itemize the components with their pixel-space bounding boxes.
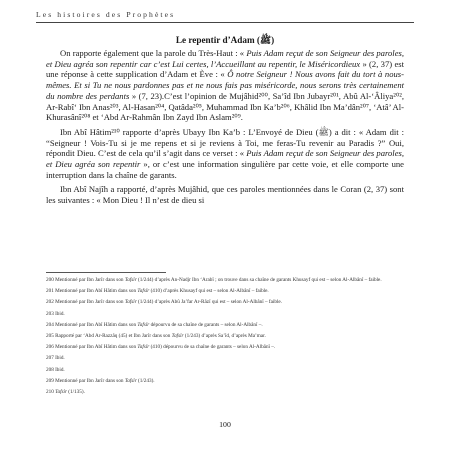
text-run: 209 Mentionné par Ibn Jarîr dans son bbox=[46, 377, 125, 384]
text-run: 210 bbox=[46, 389, 56, 396]
text-run: 204 Mentionné par Ibn Abî Hâtim dans son bbox=[46, 321, 138, 328]
italic-text: Puis Adam reçut de son Seigneur des paroles, et Dieu agréa son repentir car c’est Lui certes, l’Accueillant au repentir, le Miséricordieux bbox=[46, 48, 404, 69]
section-title: Le repentir d’Adam (ﷺ) bbox=[175, 35, 275, 45]
text-run: On rapporte également que la parole du Très-Haut : « bbox=[60, 48, 247, 58]
footnotes bbox=[46, 277, 404, 400]
text-run: (1/135). bbox=[67, 389, 85, 396]
footnote bbox=[46, 322, 404, 329]
text-run: Ibn Abî Hâtim²¹⁰ rapporte d’après Ubayy Ibn Ka’b : L’Envoyé de Dieu (ﷺ) a dit : « Adam dit : “Seigneur ! Vois-Tu si je me repens et si je reviens à Toi, me feras-Tu revenir au Paradis ?” Oui, répondit Dieu. C’est de cela qu’il s’agit dans ce verset : « bbox=[46, 126, 404, 159]
italic-text: Tafsîr bbox=[55, 389, 67, 396]
text-run: (410) dépourvu de sa chaîne de garants – selon Al-Albânî –. bbox=[149, 344, 276, 351]
text-run: », or c’est une information singulière par cette voie, et elle comporte une interruption dans la chaîne de garants. bbox=[46, 159, 405, 180]
text-run: (1/243) d’après Sa’îd, d’après Ma’mar. bbox=[183, 333, 266, 340]
italic-text: Puis Adam reçut de son Seigneur des paroles, et Dieu agréa son repentir bbox=[46, 148, 405, 170]
italic-text: Tafsîr bbox=[124, 377, 137, 384]
footnote bbox=[46, 288, 404, 295]
italic-text: Tafsîr bbox=[124, 277, 137, 283]
text-run: 201 Mentionné par Ibn Abî Hâtim dans son bbox=[46, 288, 138, 295]
footnote bbox=[46, 389, 404, 396]
italic-text: Tafsîr bbox=[137, 288, 150, 295]
header-rule bbox=[36, 22, 414, 23]
footnote bbox=[46, 299, 404, 306]
text-run: » (7, 23).C’est l’opinion de Mujâhid²⁰⁰, Sa’îd Ibn Jubayr²⁰¹, Abû Al-‘Âliya²⁰², Ar-Rabî‘ Ibn Anas²⁰³, Al-Hasan²⁰⁴, Qatâda²⁰⁵, Muhammad Ibn Ka’b²⁰⁶, Khâlid Ibn Ma’dân²⁰⁷, ‘Atâ’ Al-Khurasânî²⁰⁸ et ‘Abd Ar-Rahmân Ibn Zayd Ibn Aslam²⁰⁹. bbox=[46, 90, 404, 123]
body-paragraph bbox=[46, 184, 404, 205]
italic-text: Tafsîr bbox=[171, 333, 184, 340]
italic-text: Tafsîr bbox=[137, 344, 150, 351]
footnote bbox=[46, 355, 404, 362]
text-run: (1/243). bbox=[136, 377, 155, 384]
text-run: » (2, 37) est une réponse à cette supplication d’Adam et Ève : « bbox=[46, 58, 404, 80]
footnote bbox=[46, 367, 404, 374]
footnote bbox=[46, 378, 404, 385]
footnote bbox=[46, 333, 404, 340]
text-run: 206 Mentionné par Ibn Abî Hâtim dans son bbox=[46, 344, 138, 351]
body-paragraph bbox=[46, 48, 404, 123]
footnote-rule bbox=[46, 272, 166, 273]
footnote bbox=[46, 311, 404, 318]
text-run: 202 Mentionné par Ibn Jarîr dans son bbox=[46, 299, 125, 306]
italic-text: Ô notre Seigneur ! Nous avons fait du tort à nous-mêmes. Et si Tu ne nous pardonnes pas et ne nous fais pas miséricorde, nous serons très certainement du nombre des perdants bbox=[46, 69, 404, 101]
text-run: 205 Rapporté par ‘Abd Ar-Razzâq (45) et Ibn Jarîr dans son bbox=[46, 333, 172, 340]
footnote bbox=[46, 277, 404, 284]
main-text bbox=[46, 48, 404, 210]
page-number: 100 bbox=[219, 420, 231, 429]
italic-text: Tafsîr bbox=[124, 299, 137, 306]
text-run: 207 Ibid. bbox=[46, 355, 65, 362]
text-run: (1/244) d’après Abû Ja’far Ar-Râzî qui est – selon Al-Albânî – faible. bbox=[136, 299, 282, 306]
text-run: dépourvu de sa chaîne de garants – selon Al-Albânî –. bbox=[149, 321, 263, 328]
footnote bbox=[46, 344, 404, 351]
text-run: 203 Ibid. bbox=[46, 310, 65, 317]
text-run: 208 Ibid. bbox=[46, 366, 65, 373]
text-run: 200 Mentionné par Ibn Jarîr dans son bbox=[46, 277, 125, 283]
body-paragraph bbox=[46, 127, 404, 181]
text-run: (1/244) d’après An-Nadjr Ibn ‘Arabî ; on trouve dans sa chaîne de garants Khusayf qui est – selon Al-Albânî – faible. bbox=[136, 277, 382, 283]
italic-text: Tafsîr bbox=[137, 321, 150, 328]
running-head: Les histoires des Prophètes bbox=[36, 10, 176, 19]
text-run: (410) d’après Khusayf qui est – selon Al-Albânî – faible. bbox=[149, 288, 269, 295]
text-run: Ibn Abî Najîh a rapporté, d’après Mujâhid, que ces paroles mentionnées dans le Coran (2, 37) sont les suivantes : « Mon Dieu ! Il n’est de dieu si bbox=[46, 184, 404, 206]
